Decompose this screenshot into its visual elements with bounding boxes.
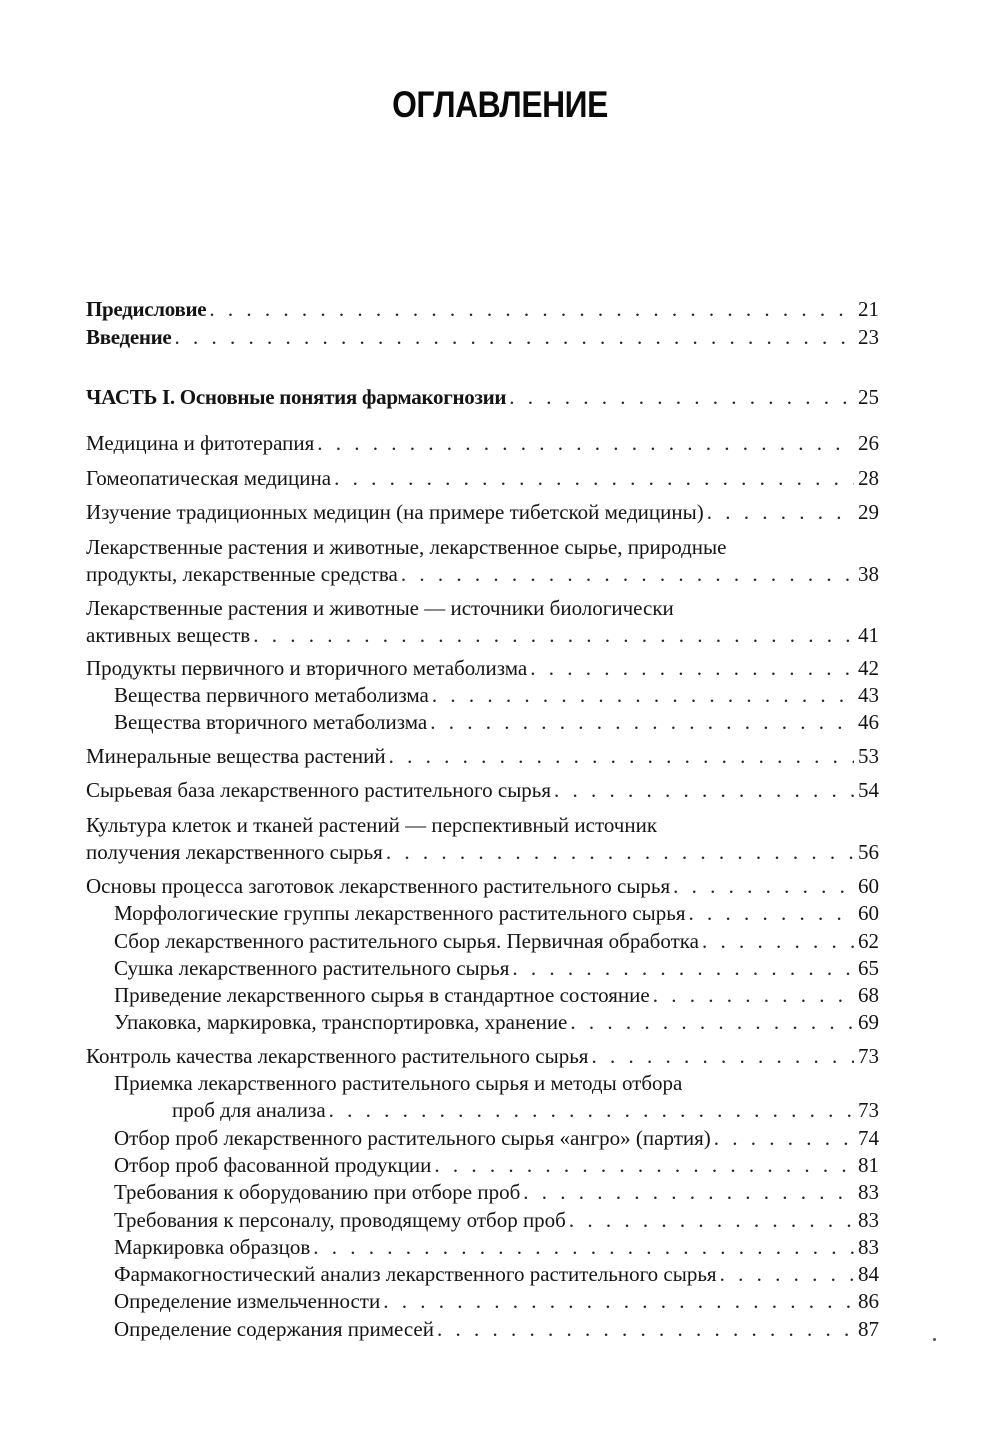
toc-entry-label: Требования к персоналу, проводящему отбор проб [114, 1208, 566, 1232]
toc-page-number: 26 [858, 431, 879, 455]
toc-subentry[interactable] [114, 900, 879, 927]
toc-entry[interactable] [86, 499, 879, 526]
toc-entry-label: Вещества первичного метаболизма [114, 683, 429, 707]
toc-entry-label: Определение измельченности [114, 1289, 381, 1313]
toc-subentry[interactable] [114, 709, 879, 736]
toc-entry-label: Вещества вторичного метаболизма [114, 710, 428, 734]
toc-entry-label: Основы процесса заготовок лекарственного растительного сырья [86, 874, 671, 898]
toc-entry-label: Введение [86, 325, 172, 349]
toc-entry-label: Минеральные вещества растений [86, 744, 386, 768]
toc-page-number: 83 [858, 1180, 879, 1204]
toc-entry[interactable] [86, 430, 879, 457]
toc-entry-first-line: Приемка лекарственного растительного сырья и методы отбора [114, 1071, 683, 1095]
toc-entry-label: Маркировка образцов [114, 1235, 311, 1259]
toc-part-heading[interactable] [86, 384, 879, 411]
toc-page-number: 41 [858, 623, 879, 647]
dot-leader [689, 900, 854, 927]
dot-leader [317, 430, 854, 457]
toc-subentry[interactable] [114, 1234, 879, 1261]
toc-entry[interactable] [86, 1043, 879, 1070]
toc-page-number: 73 [858, 1044, 879, 1068]
toc-entry[interactable] [86, 534, 879, 588]
toc-entry-introduction[interactable] [86, 324, 879, 351]
toc-page-number: 62 [858, 929, 879, 953]
dot-leader [523, 1179, 854, 1206]
toc-page-number: 65 [858, 956, 879, 980]
toc-entry-label: Гомеопатическая медицина [86, 466, 332, 490]
toc-entry-label: Предисловие [86, 297, 207, 321]
dot-leader [209, 296, 854, 323]
toc-entry-label: Отбор проб фасованной продукции [114, 1153, 432, 1177]
toc-entry-label: Определение содержания примесей [114, 1317, 434, 1341]
dot-leader [714, 1125, 854, 1152]
toc-subentry[interactable] [114, 1179, 879, 1206]
toc-page-number: 28 [858, 466, 879, 490]
toc-entry[interactable] [86, 777, 879, 804]
toc-page-number: 46 [858, 710, 879, 734]
toc-entry-label: Морфологические группы лекарственного растительного сырья [114, 901, 686, 925]
toc-entry-label: Изучение традиционных медицин (на примере тибетской медицины) [86, 500, 704, 524]
page-title: ОГЛАВЛЕНИЕ [392, 84, 608, 125]
dot-leader [509, 384, 854, 411]
dot-leader [174, 324, 854, 351]
toc-entry[interactable] [86, 812, 879, 866]
dot-leader [512, 955, 854, 982]
toc-entry-label: Сбор лекарственного растительного сырья. Первичная обработка [114, 929, 699, 953]
toc-page-number: 60 [858, 874, 879, 898]
toc-page-number: 42 [858, 656, 879, 680]
toc-entry[interactable] [86, 873, 879, 900]
dot-leader [591, 1043, 854, 1070]
toc-page-number: 83 [858, 1208, 879, 1232]
toc-subentry[interactable] [114, 928, 879, 955]
toc-entry-label: Фармакогностический анализ лекарственного растительного сырья [114, 1262, 717, 1286]
toc-subentry[interactable] [114, 1070, 879, 1124]
dot-leader [386, 839, 854, 866]
toc-subentry[interactable] [114, 1207, 879, 1234]
toc-page-number: 69 [858, 1010, 879, 1034]
toc-entry[interactable] [86, 655, 879, 682]
toc-entry-label: Приведение лекарственного сырья в стандартное состояние [114, 983, 650, 1007]
toc-subentry[interactable] [114, 1316, 879, 1343]
toc-entry-first-line: Лекарственные растения и животные, лекарственное сырье, природные [86, 535, 727, 559]
toc-page-number: 74 [858, 1126, 879, 1150]
toc-page-number: 54 [858, 778, 879, 802]
toc-page-number: 21 [858, 297, 879, 321]
dot-leader [334, 465, 854, 492]
dot-leader [313, 1234, 854, 1261]
dot-leader [430, 709, 854, 736]
scan-speck [933, 1338, 936, 1341]
dot-leader [401, 561, 854, 588]
toc-subentry[interactable] [114, 1261, 879, 1288]
toc-entry-label: Медицина и фитотерапия [86, 431, 315, 455]
dot-leader [570, 1009, 854, 1036]
toc-entry-first-line: Лекарственные растения и животные — источники биологически [86, 596, 674, 620]
toc-page-number: 25 [858, 385, 879, 409]
dot-leader [434, 1152, 854, 1179]
dot-leader [253, 622, 854, 649]
toc-entry-label: Сушка лекарственного растительного сырья [114, 956, 510, 980]
toc-entry-label: Отбор проб лекарственного растительного сырья «ангро» (партия) [114, 1126, 711, 1150]
toc-subentry[interactable] [114, 1152, 879, 1179]
toc-page-number: 68 [858, 983, 879, 1007]
toc-entry-label: активных веществ [86, 623, 251, 647]
dot-leader [329, 1097, 854, 1124]
dot-leader [383, 1288, 854, 1315]
dot-leader [653, 982, 854, 1009]
toc-page-number: 53 [858, 744, 879, 768]
dot-leader [569, 1207, 854, 1234]
toc-page-number: 83 [858, 1235, 879, 1259]
toc-entry-first-line: Культура клеток и тканей растений — перспективный источник [86, 813, 658, 837]
dot-leader [530, 655, 854, 682]
toc-entry-label: Продукты первичного и вторичного метаболизма [86, 656, 528, 680]
toc-entry-label: Сырьевая база лекарственного растительного сырья [86, 778, 552, 802]
toc-page-number: 38 [858, 562, 879, 586]
toc-entry-label: продукты, лекарственные средства [86, 562, 398, 586]
toc-page-number: 29 [858, 500, 879, 524]
toc-entry-label: Контроль качества лекарственного растительного сырья [86, 1044, 589, 1068]
toc-page-number: 87 [858, 1317, 879, 1341]
toc-page-number: 84 [858, 1262, 879, 1286]
toc-entry-label: получения лекарственного сырья [86, 840, 383, 864]
dot-leader [702, 928, 854, 955]
toc-entry[interactable] [86, 465, 879, 492]
toc-entry[interactable] [86, 743, 879, 770]
toc-entry-label: проб для анализа [172, 1098, 326, 1122]
toc-page-number: 43 [858, 683, 879, 707]
dot-leader [437, 1316, 854, 1343]
toc-subentry[interactable] [114, 955, 879, 982]
dot-leader [707, 499, 854, 526]
toc-entry-preface[interactable] [86, 296, 879, 323]
dot-leader [554, 777, 854, 804]
toc-entry-label: Требования к оборудованию при отборе проб [114, 1180, 521, 1204]
toc-subentry[interactable] [114, 1009, 879, 1036]
dot-leader [673, 873, 854, 900]
dot-leader [432, 682, 854, 709]
toc-subentry[interactable] [114, 982, 879, 1009]
toc-page-number: 56 [858, 840, 879, 864]
toc-entry-label: Упаковка, маркировка, транспортировка, хранение [114, 1010, 568, 1034]
dot-leader [389, 743, 854, 770]
toc-page-number: 86 [858, 1289, 879, 1313]
toc-subentry[interactable] [114, 682, 879, 709]
toc-subentry[interactable] [114, 1125, 879, 1152]
toc-page-number: 23 [858, 325, 879, 349]
dot-leader [720, 1261, 854, 1288]
toc-entry-label: ЧАСТЬ I. Основные понятия фармакогнозии [86, 385, 507, 409]
toc-page-number: 73 [858, 1098, 879, 1122]
toc-page-number: 81 [858, 1153, 879, 1177]
toc-page-number: 60 [858, 901, 879, 925]
toc-subentry[interactable] [114, 1288, 879, 1315]
toc-entry[interactable] [86, 595, 879, 649]
